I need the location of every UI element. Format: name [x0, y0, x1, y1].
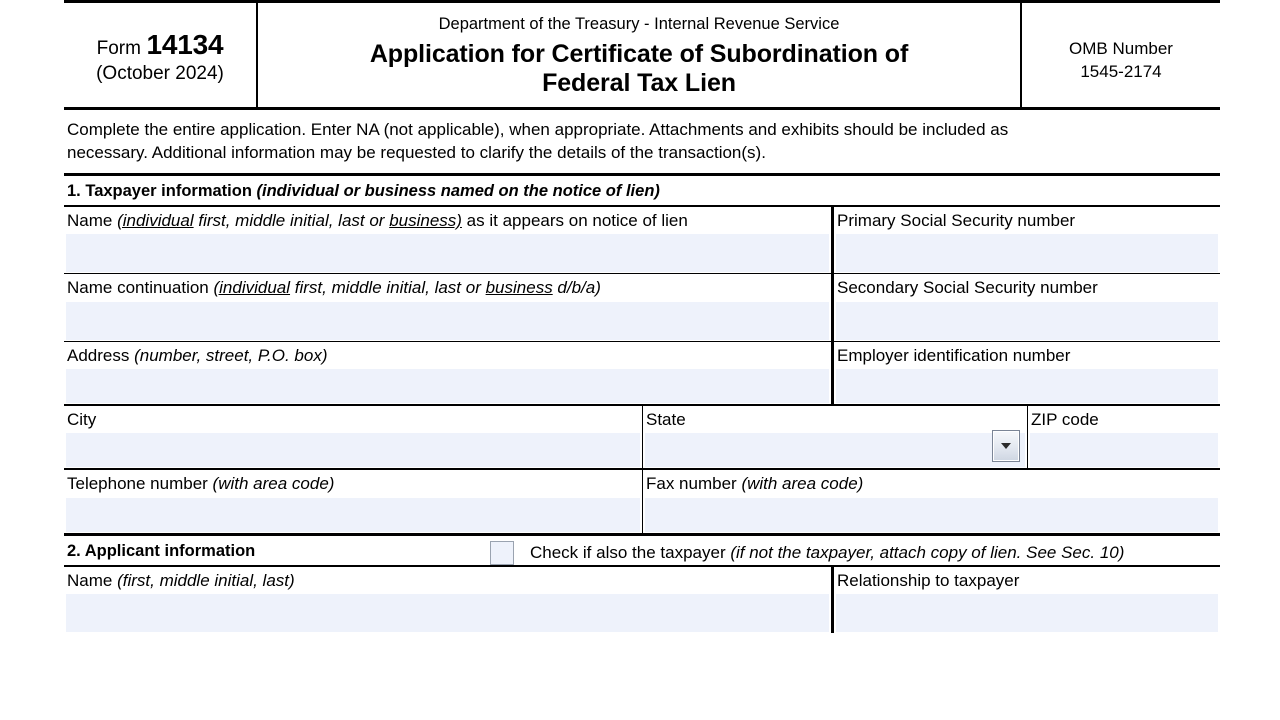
label-zip: ZIP code	[1031, 410, 1099, 430]
label-namecont-dba: d/b/a)	[552, 278, 601, 298]
label-name-continuation	[64, 274, 831, 301]
label-fax-note: (with area code)	[741, 474, 864, 494]
row-city-state-zip	[64, 404, 1220, 468]
label-name-pre: Name	[67, 210, 118, 230]
input-secondary-ssn[interactable]	[836, 302, 1218, 340]
omb-number: 1545-2174	[1080, 61, 1162, 81]
field-state	[643, 406, 1028, 468]
input-taxpayer-name[interactable]	[66, 234, 829, 272]
form-number-block	[64, 3, 258, 107]
input-relationship[interactable]	[836, 594, 1218, 632]
label-fax	[643, 470, 1220, 497]
form-number: 14134	[146, 29, 224, 61]
agency-line: Department of the Treasury - Internal Revenue Service	[438, 15, 840, 33]
omb-block	[1022, 3, 1220, 107]
label-applicant-name-pre: Name	[67, 570, 118, 590]
form-page	[64, 0, 1220, 720]
label-telephone-note: (with area code)	[212, 474, 335, 494]
label-address	[64, 342, 831, 369]
row-name-continuation-secondary-ssn	[64, 273, 1220, 340]
label-address-note: (number, street, P.O. box)	[134, 345, 328, 365]
checkbox-label-note: (if not the taxpayer, attach copy of lien. See Sec. 10)	[730, 542, 1125, 562]
label-namecont-pre: Name continuation	[67, 278, 214, 298]
label-namecont-parts: first, middle initial, last	[290, 278, 462, 298]
form-title-line-1: Application for Certificate of Subordination of	[369, 39, 909, 68]
instructions-line-2: necessary. Additional information may be requested to clarify the details of the transaction(s).	[67, 142, 766, 162]
omb-label: OMB Number	[1069, 39, 1173, 58]
label-primary-ssn: Primary Social Security number	[837, 210, 1076, 230]
label-applicant-name	[64, 567, 831, 594]
input-zip[interactable]	[1030, 433, 1218, 467]
form-word-label: Form	[96, 38, 141, 60]
section-1-note: (individual or business named on the notice of lien)	[256, 181, 660, 200]
section-1-header	[64, 173, 1220, 205]
label-name-business: business)	[389, 210, 462, 230]
label-name-or: or	[364, 210, 390, 230]
row-telephone-fax	[64, 468, 1220, 532]
field-telephone	[64, 470, 643, 532]
input-applicant-name[interactable]	[66, 594, 829, 632]
field-city	[64, 406, 643, 468]
label-name-individual: (individual	[117, 210, 194, 230]
field-address	[64, 342, 834, 404]
field-applicant-name	[64, 567, 834, 633]
label-applicant-name-note: (first, middle initial, last)	[117, 570, 295, 590]
label-state: State	[646, 410, 686, 430]
label-city: City	[67, 410, 97, 430]
checkbox-also-taxpayer[interactable]	[490, 541, 514, 565]
chevron-down-icon	[1001, 443, 1011, 449]
field-fax	[643, 470, 1220, 532]
input-address[interactable]	[66, 369, 829, 403]
section-2-header	[64, 533, 1220, 565]
form-revision-date: (October 2024)	[96, 63, 224, 85]
checkbox-label-text: Check if also the taxpayer	[530, 542, 731, 562]
checkbox-also-taxpayer-label	[530, 543, 1124, 563]
instructions-line-1: Complete the entire application. Enter NA (not applicable), when appropriate. Attachments and exhibits should be included as	[67, 120, 1009, 139]
label-namecont-or: or	[461, 278, 486, 298]
form-header	[64, 0, 1220, 110]
label-namecont-individual: (individual	[213, 278, 291, 298]
label-fax-pre: Fax number	[646, 474, 742, 494]
form-title-line-2: Federal Tax Lien	[542, 69, 736, 98]
label-ein: Employer identification number	[837, 345, 1071, 365]
field-ein	[834, 342, 1220, 404]
label-namecont-business: business	[485, 278, 553, 298]
label-secondary-ssn: Secondary Social Security number	[837, 278, 1098, 298]
input-name-continuation[interactable]	[66, 302, 829, 340]
label-taxpayer-name	[64, 207, 831, 234]
input-state[interactable]	[645, 433, 1025, 467]
input-fax[interactable]	[645, 498, 1218, 532]
label-address-pre: Address	[67, 345, 135, 365]
field-secondary-ssn	[834, 274, 1220, 340]
row-name-primary-ssn	[64, 205, 1220, 273]
state-dropdown-button[interactable]	[992, 430, 1020, 462]
input-primary-ssn[interactable]	[836, 234, 1218, 272]
instructions-block	[64, 110, 1220, 173]
row-address-ein	[64, 341, 1220, 404]
form-number-line	[97, 29, 224, 61]
field-primary-ssn	[834, 207, 1220, 273]
field-relationship	[834, 567, 1220, 633]
label-name-post: as it appears on notice of lien	[461, 210, 688, 230]
field-name-continuation	[64, 274, 834, 340]
input-telephone[interactable]	[66, 498, 640, 532]
field-zip	[1028, 406, 1220, 468]
label-telephone-pre: Telephone number	[67, 474, 213, 494]
row-applicant-name-relationship	[64, 565, 1220, 633]
section-2-title: 2. Applicant information	[67, 541, 256, 560]
form-title-block	[258, 3, 1022, 107]
label-telephone	[64, 470, 642, 497]
label-relationship: Relationship to taxpayer	[837, 570, 1020, 590]
field-taxpayer-name	[64, 207, 834, 273]
input-city[interactable]	[66, 433, 640, 467]
label-name-parts: first, middle initial, last	[193, 210, 365, 230]
also-taxpayer-row	[490, 541, 1124, 565]
section-1-title: 1. Taxpayer information	[67, 181, 252, 200]
input-ein[interactable]	[836, 369, 1218, 403]
